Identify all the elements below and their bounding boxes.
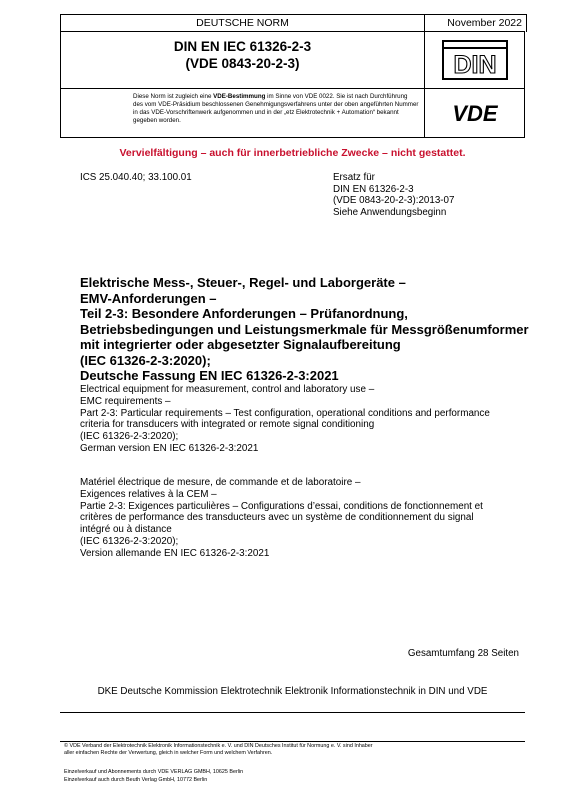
- title-line: EMC requirements –: [80, 395, 171, 407]
- header-divider: [424, 32, 425, 137]
- document-number: DIN EN IEC 61326-2-3: [173, 39, 312, 54]
- vde-logo-text: VDE: [452, 101, 498, 125]
- issue-date: November 2022: [447, 17, 522, 29]
- din-logo: [442, 40, 508, 80]
- ics-codes: ICS 25.040.40; 33.100.01: [80, 172, 192, 183]
- copyright-line: aller einfachen Rechte der Verwertung, gleich in welcher Form und welchem Verfahren.: [64, 750, 273, 756]
- sales-line: Einzelverkauf und Abonnements durch VDE VERLAG GMBH, 10625 Berlin: [64, 769, 244, 775]
- footer-divider: [60, 741, 525, 742]
- copyright-notice: [64, 743, 494, 757]
- vde-logo: [433, 101, 517, 125]
- footer-divider: [60, 712, 525, 713]
- norm-type: DEUTSCHE NORM: [61, 15, 425, 32]
- title-line: EMV-Anforderungen –: [80, 290, 217, 306]
- vde-number: (VDE 0843-20-2-3): [185, 56, 300, 71]
- title-line: Betriebsbedingungen und Leistungsmerkmale für Messgrößenumformer: [80, 321, 529, 337]
- copyright-line: © VDE Verband der Elektrotechnik Elektronik Informationstechnik e. V. und DIN Deutsches Institut für Normung e. V. sind Inhaber: [64, 743, 373, 749]
- vde-notice: Diese Norm ist zugleich eine VDE-Bestimmung im Sinne von VDE 0022. Sie ist nach Durchführung des vom VDE-Präsidium beschlossenen Genehmigungsverfahrens unter der oben angeführten Nummer in das VDE-Vorschriftenwerk aufgenommen und in der „etz Elektrotechnik + Automation“ bekannt gegeben worden.: [133, 93, 419, 124]
- sales-line: Einzelverkauf auch durch Beuth Verlag GmbH, 10772 Berlin: [64, 777, 208, 783]
- top-bar: [60, 14, 527, 32]
- title-line: Teil 2-3: Besondere Anforderungen – Prüfanordnung,: [80, 306, 408, 321]
- replacement-line: Ersatz für: [333, 172, 375, 183]
- title-line: intégré ou à distance: [80, 524, 172, 536]
- sales-info: [64, 768, 494, 784]
- title-line: Part 2-3: Particular requirements – Test configuration, operational conditions and performance: [80, 407, 490, 419]
- title-french: [80, 477, 530, 560]
- title-line: German version EN IEC 61326-2-3:2021: [80, 442, 259, 454]
- title-line: Partie 2-3: Exigences particulières – Configurations d’essai, conditions de fonctionnement et: [80, 500, 483, 512]
- title-line: criteria for transducers with integrated or remote signal conditioning: [80, 419, 375, 431]
- title-line: mit integrierter oder abgesetzter Signalaufbereitung: [80, 337, 401, 352]
- replacement-line: DIN EN 61326-2-3: [333, 183, 414, 195]
- title-german: [80, 275, 530, 384]
- title-line: Version allemande EN IEC 61326-2-3:2021: [80, 547, 270, 559]
- replacement-line: Siehe Anwendungsbeginn: [333, 206, 447, 218]
- dke-line: DKE Deutsche Kommission Elektrotechnik Elektronik Informationstechnik in DIN und VDE: [97, 686, 488, 697]
- title-line: Electrical equipment for measurement, control and laboratory use –: [80, 384, 375, 395]
- title-line: Elektrische Mess-, Steuer-, Regel- und Laborgeräte –: [80, 275, 406, 290]
- total-pages: Gesamtumfang 28 Seiten: [407, 648, 519, 659]
- title-line: Exigences relatives à la CEM –: [80, 488, 217, 500]
- title-line: (IEC 61326-2-3:2020);: [80, 352, 211, 368]
- replacement-line: (VDE 0843-20-2-3):2013-07: [333, 195, 455, 206]
- title-line: (IEC 61326-2-3:2020);: [80, 535, 179, 547]
- reproduction-warning: Vervielfältigung – auch für innerbetriebliche Zwecke – nicht gestattet.: [119, 147, 466, 159]
- title-english: [80, 384, 530, 455]
- replacement-info: [333, 172, 454, 218]
- title-line: (IEC 61326-2-3:2020);: [80, 431, 179, 443]
- header-box: [60, 31, 525, 138]
- din-logo-text: DIN: [453, 51, 497, 79]
- title-line: Matériel électrique de mesure, de commande et de laboratoire –: [80, 477, 361, 488]
- title-line: critères de performance des transducteurs avec un système de conditionnement du signal: [80, 512, 474, 524]
- document-title: [61, 38, 424, 72]
- title-line: Deutsche Fassung EN IEC 61326-2-3:2021: [80, 368, 339, 383]
